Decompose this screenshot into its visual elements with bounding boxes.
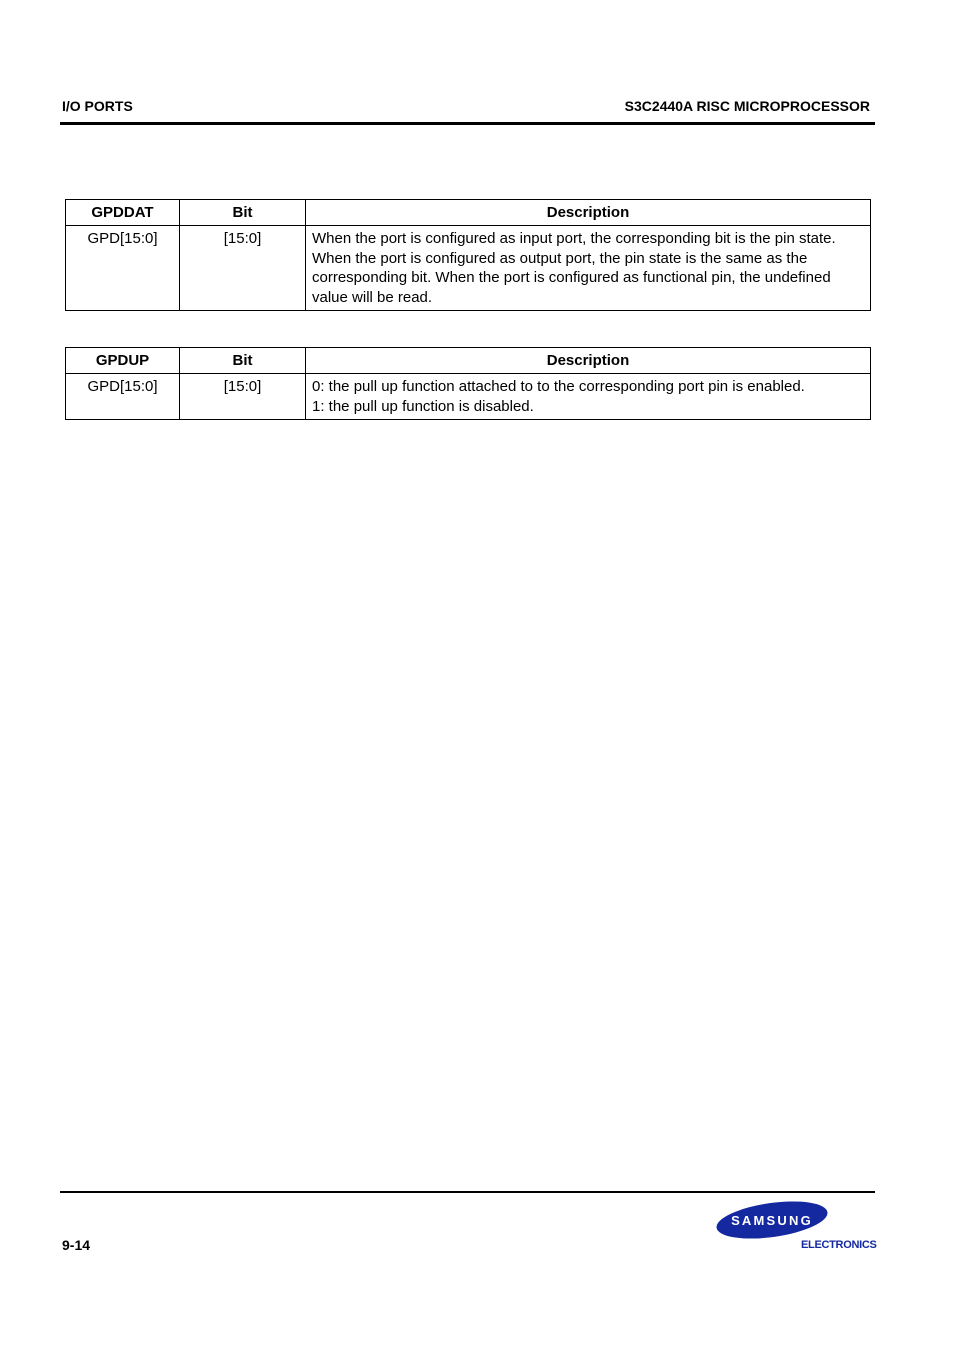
header-section-title: I/O PORTS — [62, 98, 133, 114]
description-line: 1: the pull up function is disabled. — [312, 397, 534, 415]
table-header-row — [66, 348, 871, 374]
samsung-logo-text: SAMSUNG — [731, 1213, 813, 1228]
column-header-description: Description — [306, 348, 871, 374]
column-header-register: GPDUP — [66, 348, 180, 374]
header-rule — [60, 122, 875, 125]
samsung-logo — [714, 1200, 830, 1240]
page-number: 9-14 — [62, 1237, 91, 1253]
header-product-title: S3C2440A RISC MICROPROCESSOR — [624, 98, 870, 114]
footer-rule — [60, 1191, 875, 1193]
cell-description: When the port is configured as input port, the corresponding bit is the pin state. When the port is configured as output port, the pin state is the same as the corresponding bit. When the port is configured as functional pin, the undefined value will be read. — [306, 226, 871, 311]
table-row — [66, 226, 871, 311]
column-header-bit: Bit — [180, 348, 306, 374]
column-header-register: GPDDAT — [66, 200, 180, 226]
cell-field: GPD[15:0] — [66, 226, 180, 311]
cell-bit: [15:0] — [180, 226, 306, 311]
column-header-description: Description — [306, 200, 871, 226]
cell-description — [306, 374, 871, 420]
description-line: 0: the pull up function attached to to the corresponding port pin is enabled. — [312, 378, 805, 395]
logo-subtext: ELECTRONICS — [801, 1239, 877, 1251]
cell-bit: [15:0] — [180, 374, 306, 420]
gpdup-register-table — [65, 347, 871, 420]
gpddat-register-table — [65, 199, 871, 311]
cell-field: GPD[15:0] — [66, 374, 180, 420]
table-row — [66, 374, 871, 420]
column-header-bit: Bit — [180, 200, 306, 226]
table-header-row — [66, 200, 871, 226]
